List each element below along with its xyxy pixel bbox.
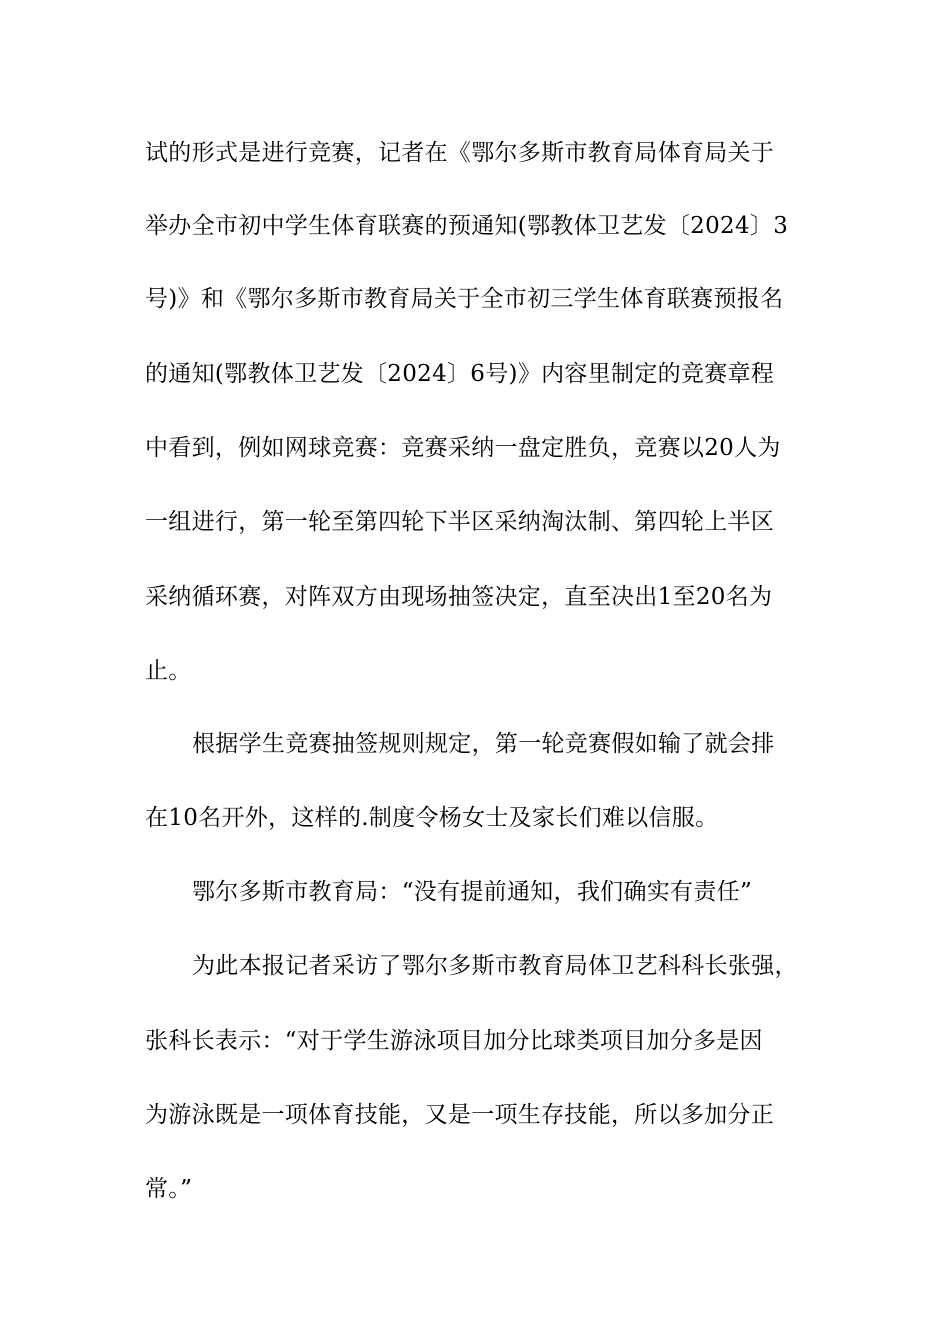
paragraph-2-line-2: 在10名开外，这样的.制度令杨女士及家长们难以信服。 xyxy=(145,805,719,831)
text-line-4: 的通知(鄂教体卫艺发〔2024〕6号)》内容里制定的竞赛章程 xyxy=(145,361,775,387)
paragraph-3-line-2: 张科长表示：“对于学生游泳项目加分比球类项目加分多是因 xyxy=(145,1028,763,1054)
text-line-1: 试的形式是进行竞赛，记者在《鄂尔多斯市教育局体育局关于 xyxy=(145,140,775,166)
text-line-2: 举办全市初中学生体育联赛的预通知(鄂教体卫艺发〔2024〕3 xyxy=(145,213,789,239)
paragraph-2-line-1: 根据学生竞赛抽签规则规定，第一轮竞赛假如输了就会排 xyxy=(192,731,775,757)
paragraph-3-line-3: 为游泳既是一项体育技能，又是一项生存技能，所以多加分正 xyxy=(145,1102,775,1128)
paragraph-3-line-1: 为此本报记者采访了鄂尔多斯市教育局体卫艺科科长张强， xyxy=(192,953,798,979)
text-line-7: 采纳循环赛，对阵双方由现场抽签决定，直至决出1至20名为 xyxy=(145,584,773,610)
text-line-6: 一组进行，第一轮至第四轮下半区采纳淘汰制、第四轮上半区 xyxy=(145,509,775,535)
text-line-5: 中看到，例如网球竞赛：竞赛采纳一盘定胜负，竞赛以20人为 xyxy=(145,435,781,461)
section-heading: 鄂尔多斯市教育局：“没有提前通知，我们确实有责任” xyxy=(192,879,753,905)
text-line-8: 止。 xyxy=(145,658,192,684)
text-line-3: 号)》和《鄂尔多斯市教育局关于全市初三学生体育联赛预报名 xyxy=(145,286,784,312)
paragraph-3-line-4: 常。” xyxy=(145,1176,193,1202)
